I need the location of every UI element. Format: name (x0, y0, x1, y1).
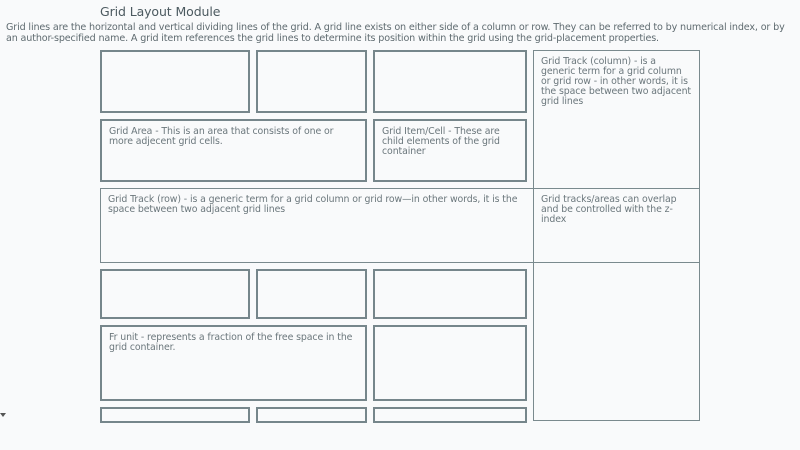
grid-item-text: Grid Item/Cell - These are child elements of the grid container (382, 126, 500, 157)
grid-area-box (100, 119, 367, 182)
grid-cell-right-bottom (533, 262, 700, 421)
fr-unit-box (100, 325, 367, 401)
overlap-text: Grid tracks/areas can overlap and be controlled with the z-index (541, 194, 677, 225)
page-title: Grid Layout Module (100, 4, 221, 19)
grid-cell-r4c3 (373, 325, 527, 401)
overlap-box (533, 188, 700, 263)
grid-track-row-text: Grid Track (row) - is a generic term for a grid column or grid row—in other words, it is the space between two adjacent grid lines (108, 194, 518, 215)
grid-track-row-box (100, 188, 534, 263)
grid-item-box (373, 119, 527, 182)
grid-track-column-text: Grid Track (column) - is a generic term for a grid column or grid row - in other words, it is the space between two adjacent grid lines (541, 56, 692, 107)
grid-cell-r5c3 (373, 407, 527, 423)
grid-area-text: Grid Area - This is an area that consists of one or more adjecent grid cells. (109, 126, 334, 147)
grid-track-column-box (533, 50, 700, 189)
caret-down-icon (0, 413, 6, 417)
intro-paragraph: Grid lines are the horizontal and vertical dividing lines of the grid. A grid line exists on either side of a column or row. They can be referred to by numerical index, or by an author-specified name. A grid item references the grid lines to determine its position within the grid using the grid-placement properties. (6, 22, 785, 44)
fr-unit-text: Fr unit - represents a fraction of the free space in the grid container. (109, 332, 353, 353)
grid-cell-r5c2 (256, 407, 367, 423)
grid-cell-r3c3 (373, 269, 527, 319)
grid-cell-r1c1 (100, 50, 250, 113)
grid-cell-r5c1 (100, 407, 250, 423)
grid-cell-r1c3 (373, 50, 527, 113)
grid-cell-r1c2 (256, 50, 367, 113)
grid-cell-r3c1 (100, 269, 250, 319)
grid-cell-r3c2 (256, 269, 367, 319)
